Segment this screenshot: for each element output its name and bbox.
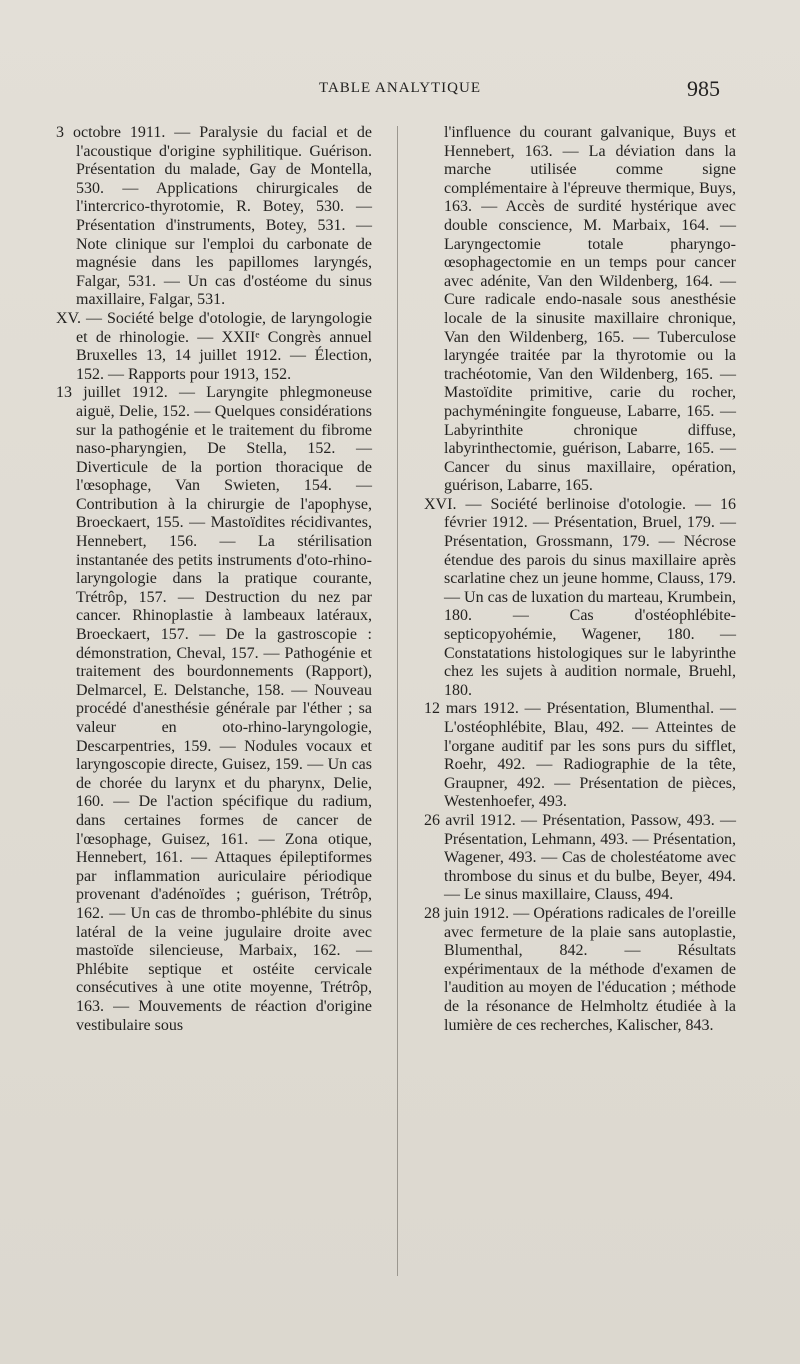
index-entry: 12 mars 1912. — Présentation, Blumenthal. — L'ostéophlébite, Blau, 492. — Atteintes de l'organe auditif par les sons purs du sifflet, Roehr, 492. — Radiographie de la tête, Graupner, 492. — Présentation de pièces, Westenhoefer, 493. [424,700,736,811]
index-entry: 13 juillet 1912. — Laryngite phlegmoneuse aiguë, Delie, 152. — Quelques considérations sur la pathogénie et le traitement du fibrome naso-pharyngien, De Stella, 152. — Diverticule de la portion thoracique de l'œsophage, Van Swieten, 154. — Contribution à la chirurgie de l'apophyse, Broeckaert, 155. — Mastoïdites récidivantes, Hennebert, 156. — La stérilisation instantanée des petits instruments d'oto-rhino-laryngologie dans la pratique courante, Trétrôp, 157. — Destruction du nez par cancer. Rhinoplastie à lambeaux latéraux, Broeckaert, 157. — De la gastroscopie : démonstration, Cheval, 157. — Pathogénie et traitement des bourdonnements (Rapport), Delmarcel, E. Delstanche, 158. — Nouveau procédé d'anesthésie générale par l'éther ; sa valeur en oto-rhino-laryngologie, Descarpentries, 159. — Nodules vocaux et laryngoscopie directe, Guisez, 159. — Un cas de chorée du larynx et du pharynx, Delie, 160. — De l'action spécifique du radium, dans certaines formes de cancer de l'œsophage, Guisez, 161. — Zona otique, Hennebert, 161. — Attaques épileptiformes par inflammation auriculaire périodique provenant d'adénoïdes ; guérison, Trétrôp, 162. — Un cas de thrombo-phlébite du sinus latéral de la veine jugulaire droite avec mastoïde silencieuse, Marbaix, 162. — Phlébite septique et ostéite cervicale consécutives à une otite moyenne, Trétrôp, 163. — Mouvements de réaction d'origine vestibulaire sous [56,384,372,1034]
index-entry: XVI. — Société berlinoise d'otologie. — 16 février 1912. — Présentation, Bruel, 179. — Présentation, Grossmann, 179. — Nécrose étendue des parois du sinus maxillaire après scarlatine chez un jeune homme, Clauss, 179. — Un cas de luxation du marteau, Krumbein, 180. — Cas d'ostéophlébite-septicopyohémie, Wagener, 180. — Constatations histologiques sur le labyrinthe chez les sujets à audition normale, Bruehl, 180. [424,495,736,699]
page-header [0,76,800,104]
index-entry: 3 octobre 1911. — Paralysie du facial et de l'acoustique d'origine syphilitique. Guérison. Présentation du malade, Gay de Montella, 530. — Applications chirurgicales de l'intercrico-thyrotomie, R. Botey, 530. — Présentation d'instruments, Botey, 531. — Note clinique sur l'emploi du carbonate de magnésie dans les papillomes laryngés, Falgar, 531. — Un cas d'ostéome du sinus maxillaire, Falgar, 531. [56,124,372,309]
page-number: 985 [687,76,720,101]
running-title: TABLE ANALYTIQUE [318,80,482,96]
index-entry: 28 juin 1912. — Opérations radicales de l'oreille avec fermeture de la plaie sans autoplastie, Blumenthal, 842. — Résultats expérimentaux de la méthode d'examen de l'audition au moyen de l'éducation ; méthode de la résonance de Helmholtz étudiée à la lumière de ces recherches, Kalischer, 843. [424,904,736,1034]
right-column [424,124,736,1035]
column-divider [397,126,398,1276]
index-entry: XV. — Société belge d'otologie, de laryngologie et de rhinologie. — XXIIᵉ Congrès annuel Bruxelles 13, 14 juillet 1912. — Élection, 152. — Rapports pour 1913, 152. [56,309,372,383]
index-entry: 26 avril 1912. — Présentation, Passow, 493. — Présentation, Lehmann, 493. — Présentation, Wagener, 493. — Cas de cholestéatome avec thrombose du sinus et du bulbe, Beyer, 494. — Le sinus maxillaire, Clauss, 494. [424,811,736,904]
left-column [56,124,372,1035]
index-entry-continuation: l'influence du courant galvanique, Buys et Hennebert, 163. — La déviation dans la marche utilisée comme signe complémentaire à l'épreuve thermique, Buys, 163. — Accès de surdité hystérique avec double conscience, M. Marbaix, 164. — Laryngectomie totale pharyngo-œsophagectomie en un temps pour cancer avec adénite, Van den Wildenberg, 164. — Cure radicale endo-nasale sous anesthésie locale de la sinusite maxillaire chronique, Van den Wildenberg, 165. — Tuberculose laryngée traitée par la thyrotomie ou la trachéotomie, Van den Wildenberg, 165. — Mastoïdite primitive, carie du rocher, pachyméningite fongueuse, Labarre, 165. — Labyrinthite chronique diffuse, labyrinthectomie, guérison, Labarre, 165. — Cancer du sinus maxillaire, opération, guérison, Labarre, 165. [444,124,736,495]
